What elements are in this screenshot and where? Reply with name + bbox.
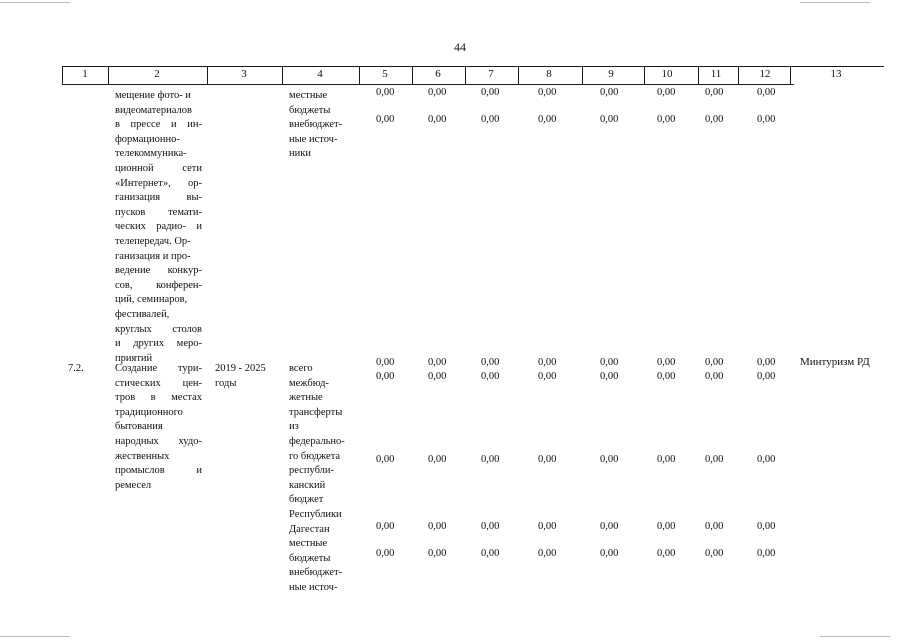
value-cell: 0,00: [600, 371, 619, 382]
block2-executor: Минтуризм РД: [800, 356, 870, 368]
header-col-divider: [108, 66, 109, 85]
text-line: всего: [289, 363, 313, 374]
value-cell: 0,00: [428, 521, 447, 532]
header-col-6: 6: [435, 68, 441, 80]
text-line: жественных: [115, 450, 170, 462]
header-col-13: 13: [830, 68, 842, 80]
value-cell: 0,00: [481, 548, 500, 559]
text-line: из: [289, 421, 299, 433]
text-line: республи-: [289, 465, 334, 477]
text-line: местные: [289, 538, 328, 550]
text-line: годы: [215, 377, 237, 389]
text-line: бытования: [115, 421, 163, 433]
header-bottom-line: [62, 84, 794, 85]
value-cell: 0,00: [481, 357, 500, 368]
value-cell: 0,00: [376, 454, 395, 465]
text-line: телекоммуника-: [115, 148, 187, 160]
value-cell: 0,00: [538, 87, 557, 98]
value-cell: 0,00: [428, 357, 447, 368]
header-col-12: 12: [759, 68, 771, 80]
header-col-5: 5: [382, 68, 388, 80]
text-line: бюджет: [289, 494, 324, 506]
header-col-1: 1: [82, 68, 88, 80]
value-cell: 0,00: [757, 357, 776, 368]
value-cell: 0,00: [481, 87, 500, 98]
value-cell: 0,00: [705, 454, 724, 465]
value-cell: 0,00: [481, 521, 500, 532]
text-line: межбюд-: [289, 377, 329, 389]
scan-edge-bottom-left: [0, 636, 70, 637]
value-cell: 0,00: [705, 371, 724, 382]
header-col-11: 11: [710, 68, 722, 80]
value-cell: 0,00: [428, 454, 447, 465]
header-col-divider: [412, 66, 413, 85]
value-cell: 0,00: [538, 114, 557, 125]
value-cell: 0,00: [428, 114, 447, 125]
text-line: го бюджета: [289, 450, 341, 462]
value-cell: 0,00: [376, 548, 395, 559]
text-line: телепередач. Ор-: [115, 235, 191, 247]
block1-funding-sources: [289, 89, 359, 162]
text-line: ций, семинаров,: [115, 294, 188, 306]
value-cell: 0,00: [376, 114, 395, 125]
text-line: формационно-: [115, 133, 180, 145]
text-line: ведение конкур-: [115, 265, 202, 277]
value-cell: 0,00: [657, 357, 676, 368]
header-col-10: 10: [661, 68, 673, 80]
text-line: трансферты: [289, 406, 343, 418]
block2-funding-sources: [289, 362, 359, 596]
text-line: приятий: [115, 352, 153, 364]
text-line: круглых столов: [115, 323, 202, 335]
value-cell: 0,00: [757, 521, 776, 532]
value-cell: 0,00: [657, 521, 676, 532]
value-cell: 0,00: [657, 114, 676, 125]
header-col-3: 3: [241, 68, 247, 80]
header-col-9: 9: [608, 68, 614, 80]
text-line: жетные: [289, 392, 323, 404]
value-cell: 0,00: [757, 371, 776, 382]
block2-number: 7.2.: [68, 363, 84, 374]
text-line: Дагестан: [289, 523, 330, 535]
header-col-2: 2: [154, 68, 160, 80]
value-cell: 0,00: [705, 548, 724, 559]
text-line: ганизация вы-: [115, 192, 202, 204]
text-line: федерально-: [289, 435, 345, 447]
value-cell: 0,00: [600, 548, 619, 559]
block2-period: [215, 362, 280, 391]
text-line: традиционного: [115, 406, 183, 418]
value-cell: 0,00: [600, 114, 619, 125]
text-line: тров в местах: [115, 392, 202, 404]
header-top-line: [62, 66, 884, 67]
block1-name: [115, 89, 202, 366]
text-line: в прессе и ин-: [115, 119, 202, 131]
value-cell: 0,00: [600, 87, 619, 98]
text-line: сов, конферен-: [115, 279, 202, 291]
text-line: стических цен-: [115, 377, 202, 389]
value-cell: 0,00: [757, 87, 776, 98]
header-col-7: 7: [488, 68, 494, 80]
value-cell: 0,00: [538, 371, 557, 382]
text-line: ционной сети: [115, 162, 202, 174]
header-col-divider: [582, 66, 583, 85]
scan-edge-bottom-right: [820, 636, 890, 637]
value-cell: 0,00: [757, 114, 776, 125]
value-cell: 0,00: [757, 454, 776, 465]
text-line: ганизация и про-: [115, 250, 191, 262]
value-cell: 0,00: [705, 114, 724, 125]
text-line: Создание тури-: [115, 363, 202, 374]
value-cell: 0,00: [657, 87, 676, 98]
scan-edge-top-left: [0, 2, 70, 3]
value-cell: 0,00: [657, 548, 676, 559]
text-line: канский: [289, 479, 326, 491]
text-line: местные: [289, 90, 328, 101]
header-col-divider: [738, 66, 739, 85]
value-cell: 0,00: [657, 454, 676, 465]
header-col-divider: [790, 66, 791, 85]
header-col-divider: [282, 66, 283, 85]
text-line: мещение фото- и: [115, 90, 191, 101]
text-line: «Интернет», ор-: [115, 177, 202, 189]
value-cell: 0,00: [538, 521, 557, 532]
text-line: ные источ-: [289, 581, 338, 593]
value-cell: 0,00: [538, 454, 557, 465]
value-cell: 0,00: [376, 371, 395, 382]
text-line: ники: [289, 148, 311, 160]
header-col-divider: [62, 66, 63, 85]
text-line: и других меро-: [115, 338, 202, 350]
value-cell: 0,00: [376, 521, 395, 532]
value-cell: 0,00: [428, 371, 447, 382]
value-cell: 0,00: [705, 521, 724, 532]
text-line: промыслов и: [115, 465, 202, 477]
text-line: пусков темати-: [115, 206, 202, 218]
text-line: 2019 - 2025: [215, 363, 266, 374]
value-cell: 0,00: [376, 357, 395, 368]
value-cell: 0,00: [376, 87, 395, 98]
header-col-divider: [207, 66, 208, 85]
header-col-divider: [465, 66, 466, 85]
value-cell: 0,00: [481, 114, 500, 125]
text-line: бюджеты: [289, 552, 331, 564]
header-col-8: 8: [546, 68, 552, 80]
page-number: 44: [454, 40, 466, 54]
value-cell: 0,00: [705, 357, 724, 368]
header-col-divider: [359, 66, 360, 85]
value-cell: 0,00: [428, 87, 447, 98]
text-line: ные источ-: [289, 133, 338, 145]
text-line: бюджеты: [289, 104, 331, 116]
value-cell: 0,00: [757, 548, 776, 559]
text-line: народных худо-: [115, 435, 202, 447]
value-cell: 0,00: [538, 548, 557, 559]
text-line: ремесел: [115, 479, 152, 491]
value-cell: 0,00: [428, 548, 447, 559]
text-line: фестивалей,: [115, 308, 170, 320]
value-cell: 0,00: [705, 87, 724, 98]
text-line: внебюджет-: [289, 567, 343, 579]
value-cell: 0,00: [600, 521, 619, 532]
text-line: видеоматериалов: [115, 104, 192, 116]
value-cell: 0,00: [600, 357, 619, 368]
text-line: внебюджет-: [289, 119, 343, 131]
text-line: Республики: [289, 508, 342, 520]
text-line: ческих радио- и: [115, 221, 202, 233]
value-cell: 0,00: [538, 357, 557, 368]
header-col-divider: [698, 66, 699, 85]
value-cell: 0,00: [657, 371, 676, 382]
header-col-divider: [518, 66, 519, 85]
header-col-divider: [644, 66, 645, 85]
block2-name: [115, 362, 202, 493]
header-col-4: 4: [317, 68, 323, 80]
value-cell: 0,00: [481, 454, 500, 465]
value-cell: 0,00: [600, 454, 619, 465]
value-cell: 0,00: [481, 371, 500, 382]
scan-edge-top-right: [800, 2, 870, 3]
